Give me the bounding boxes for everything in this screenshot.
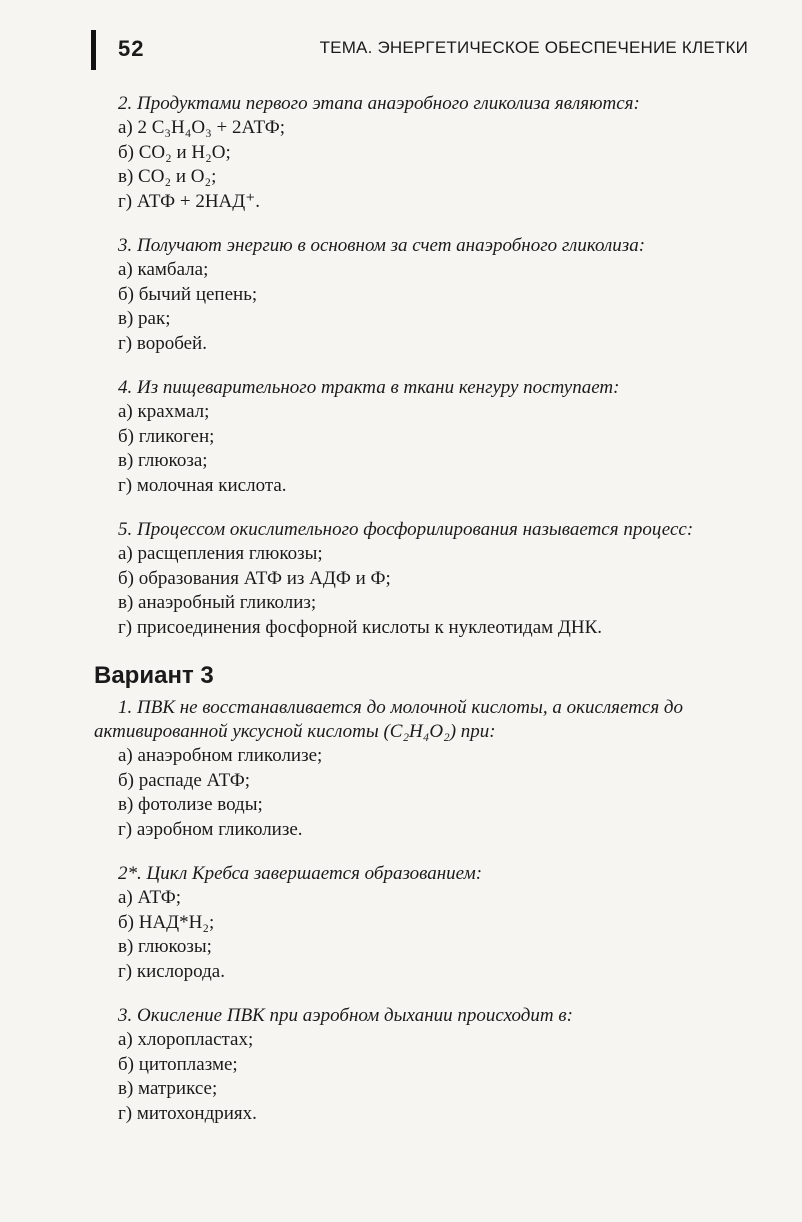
answer-option: а) АТФ; xyxy=(118,887,182,908)
answer-option: а) хлоропластах; xyxy=(118,1029,254,1050)
question-title: 2. Продуктами первого этапа анаэробного гликолиза являются: xyxy=(118,93,640,114)
header-rule xyxy=(91,30,96,70)
question-5 xyxy=(118,518,758,640)
question-title: 2*. Цикл Кребса завершается образованием: xyxy=(118,863,483,884)
answer-option: в) глюкозы; xyxy=(118,936,212,957)
answer-option: г) воробей. xyxy=(118,332,207,354)
answer-option: а) камбала; xyxy=(118,259,209,280)
question-2 xyxy=(118,92,758,214)
answer-option: г) митохондриях. xyxy=(118,1102,257,1124)
section-heading: Вариант 3 xyxy=(94,662,214,689)
answer-option: б) CO₂ и H₂O; xyxy=(118,141,231,163)
answer-option: г) аэробном гликолизе. xyxy=(118,818,303,840)
answer-option: а) расщепления глюкозы; xyxy=(118,543,323,564)
question-title-line-1: 1. ПВК не восстанавливается до молочной кислоты, а окисляется до xyxy=(118,697,684,718)
page-header xyxy=(0,0,802,100)
answer-option: г) АТФ + 2НАД⁺. xyxy=(118,190,261,212)
question-title xyxy=(94,696,758,744)
answer-option: в) фотолизе воды; xyxy=(118,794,263,815)
question-3 xyxy=(118,234,758,356)
answer-option: г) присоединения фосфорной кислоты к нуклеотидам ДНК. xyxy=(118,616,603,638)
answer-option: в) CO₂ и O₂; xyxy=(118,166,217,187)
answer-option: в) анаэробный гликолиз; xyxy=(118,592,317,613)
page-number: 52 xyxy=(118,36,145,61)
answer-option: г) кислорода. xyxy=(118,960,225,982)
answer-option: а) анаэробном гликолизе; xyxy=(118,745,323,766)
answer-option: б) цитоплазме; xyxy=(118,1053,238,1075)
question-title: 3. Получают энергию в основном за счет анаэробного гликолиза: xyxy=(118,235,646,256)
answer-option: а) 2 C₃H₄O₃ + 2АТФ; xyxy=(118,117,285,138)
answer-option: в) матриксе; xyxy=(118,1078,218,1099)
answer-option: г) молочная кислота. xyxy=(118,474,287,496)
variant3-question-3 xyxy=(118,1004,758,1126)
running-title: ТЕМА. ЭНЕРГЕТИЧЕСКОЕ ОБЕСПЕЧЕНИЕ КЛЕТКИ xyxy=(319,38,748,57)
answer-option: б) распаде АТФ; xyxy=(118,769,251,791)
question-4 xyxy=(118,376,758,498)
answer-option: б) образования АТФ из АДФ и Ф; xyxy=(118,567,391,589)
question-title: 4. Из пищеварительного тракта в ткани кенгуру поступает: xyxy=(118,377,620,398)
answer-option: а) крахмал; xyxy=(118,401,210,422)
variant3-question-2 xyxy=(118,862,758,984)
question-title: 5. Процессом окислительного фосфорилирования называется процесс: xyxy=(118,519,694,540)
variant3-question-1 xyxy=(94,696,758,842)
answer-option: в) глюкоза; xyxy=(118,450,208,471)
answer-option: б) бычий цепень; xyxy=(118,283,258,305)
answer-option: б) НАД*H₂; xyxy=(118,911,215,933)
question-title-line-2: активированной уксусной кислоты (C₂H₄O₂) при: xyxy=(94,721,496,742)
question-title: 3. Окисление ПВК при аэробном дыхании происходит в: xyxy=(118,1005,573,1026)
page-content xyxy=(94,92,758,1146)
answer-option: в) рак; xyxy=(118,308,171,329)
answer-option: б) гликоген; xyxy=(118,425,215,447)
